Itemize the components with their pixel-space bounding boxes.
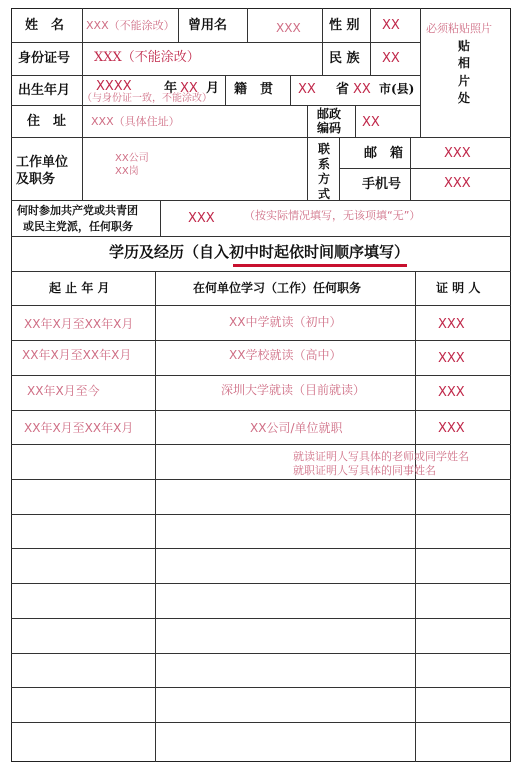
ethnic-label: 民 族	[329, 51, 360, 66]
col-divider	[322, 8, 323, 75]
row-divider	[11, 305, 511, 306]
row-divider	[11, 271, 511, 272]
birth-year-field[interactable]: XXXX	[96, 79, 132, 94]
history-witness-4[interactable]: XXX	[438, 421, 465, 436]
row-divider	[11, 583, 511, 584]
history-witness-3[interactable]: XXX	[438, 385, 465, 400]
history-place-4[interactable]: XX公司/单位就职	[250, 421, 343, 435]
row-divider	[11, 514, 511, 515]
col-divider	[155, 271, 156, 762]
col-divider	[160, 200, 161, 236]
postcode-field[interactable]: XX	[362, 115, 380, 130]
contact-label: 联系方式	[317, 142, 330, 201]
col-divider	[307, 105, 308, 200]
month-unit: 月	[206, 81, 220, 96]
party-label-line2: 或民主党派，任何职务	[23, 220, 133, 233]
address-label: 住 址	[27, 114, 67, 129]
history-period-2[interactable]: XX年X月至XX年X月	[22, 348, 132, 362]
col-divider	[82, 137, 83, 200]
city-field[interactable]: XX	[353, 82, 371, 97]
name-field[interactable]: XXX（不能涂改）	[86, 19, 175, 32]
history-period-1[interactable]: XX年X月至XX年X月	[24, 317, 134, 331]
history-place-2[interactable]: XX学校就读（高中）	[229, 348, 342, 362]
row-divider	[11, 722, 511, 723]
email-field[interactable]: XXX	[444, 146, 471, 161]
phone-label: 手机号	[362, 177, 402, 192]
col-divider	[355, 105, 356, 137]
col-divider	[370, 8, 371, 75]
col-divider	[415, 271, 416, 762]
col-divider	[178, 8, 179, 42]
province-field[interactable]: XX	[298, 82, 316, 97]
history-period-3[interactable]: XX年X月至今	[27, 384, 100, 398]
row-divider	[11, 42, 420, 43]
witness-note-line1: 就读证明人写具体的老师或同学姓名	[293, 450, 469, 463]
native-place-label: 籍 贯	[234, 82, 274, 97]
birth-note: （与身份证一致，不能涂改）	[82, 93, 212, 104]
gender-label: 性 别	[329, 18, 360, 33]
year-unit: 年	[164, 81, 178, 96]
row-divider	[11, 444, 511, 445]
row-divider	[11, 340, 511, 341]
postcode-label: 邮政编码	[316, 107, 341, 136]
work-position-field[interactable]: XX岗	[115, 166, 139, 177]
birth-month-field[interactable]: XX	[180, 81, 198, 96]
section-title	[109, 245, 409, 260]
section-title-suffix: ）	[394, 243, 410, 261]
col-divider	[247, 8, 248, 42]
row-divider	[11, 105, 420, 106]
work-company-field[interactable]: XX公司	[115, 153, 149, 164]
email-label: 邮 箱	[364, 146, 404, 161]
history-period-4[interactable]: XX年X月至XX年X月	[24, 421, 134, 435]
row-divider	[11, 236, 511, 237]
row-divider	[11, 375, 511, 376]
id-label: 身份证号	[18, 51, 71, 66]
row-divider	[11, 687, 511, 688]
row-divider	[11, 548, 511, 549]
row-divider	[11, 200, 511, 201]
row-divider	[11, 75, 420, 76]
col-header-witness: 证 明 人	[436, 281, 481, 295]
row-divider	[11, 653, 511, 654]
address-field[interactable]: XXX（具体住址）	[91, 115, 180, 128]
row-divider	[339, 168, 511, 169]
history-place-1[interactable]: XX中学就读（初中）	[229, 315, 342, 329]
section-title-prefix: 学历及经历（自入	[109, 243, 230, 261]
used-name-label: 曾用名	[188, 18, 228, 33]
gender-field[interactable]: XX	[382, 18, 400, 33]
col-divider	[225, 75, 226, 105]
party-field[interactable]: XXX	[188, 211, 215, 226]
row-divider	[11, 479, 511, 480]
section-title-emphasis: 初中时起依时间顺序填写	[229, 243, 395, 261]
witness-note-line2: 就职证明人写具体的同事姓名	[293, 464, 436, 477]
province-unit: 省	[336, 82, 350, 97]
phone-field[interactable]: XXX	[444, 176, 471, 191]
col-divider	[410, 137, 411, 200]
birth-label: 出生年月	[18, 83, 71, 98]
history-place-3[interactable]: 深圳大学就读（目前就读）	[221, 383, 366, 397]
name-label: 姓 名	[25, 18, 65, 33]
photo-area: 贴相片处	[457, 39, 470, 106]
party-note: （按实际情况填写，无该项填“无”）	[244, 209, 421, 222]
used-name-field[interactable]: XXX	[276, 21, 301, 35]
ethnic-field[interactable]: XX	[382, 51, 400, 66]
photo-note: 必须粘贴照片	[426, 22, 492, 35]
col-divider	[82, 8, 83, 137]
col-header-place: 在何单位学习（工作）任何职务	[193, 281, 362, 295]
col-divider	[290, 75, 291, 105]
history-witness-1[interactable]: XXX	[438, 317, 465, 332]
row-divider	[11, 410, 511, 411]
id-field[interactable]: XXX（不能涂改）	[94, 50, 200, 65]
col-header-period: 起 止 年 月	[49, 281, 110, 295]
emphasis-underline	[233, 264, 407, 267]
party-label-line1: 何时参加共产党或共青团	[17, 204, 138, 217]
work-label: 工作单位及职务	[16, 155, 69, 187]
row-divider	[11, 137, 511, 138]
col-divider	[339, 137, 340, 200]
row-divider	[11, 618, 511, 619]
col-divider	[420, 8, 421, 137]
city-unit: 市(县)	[379, 82, 415, 96]
history-witness-2[interactable]: XXX	[438, 351, 465, 366]
